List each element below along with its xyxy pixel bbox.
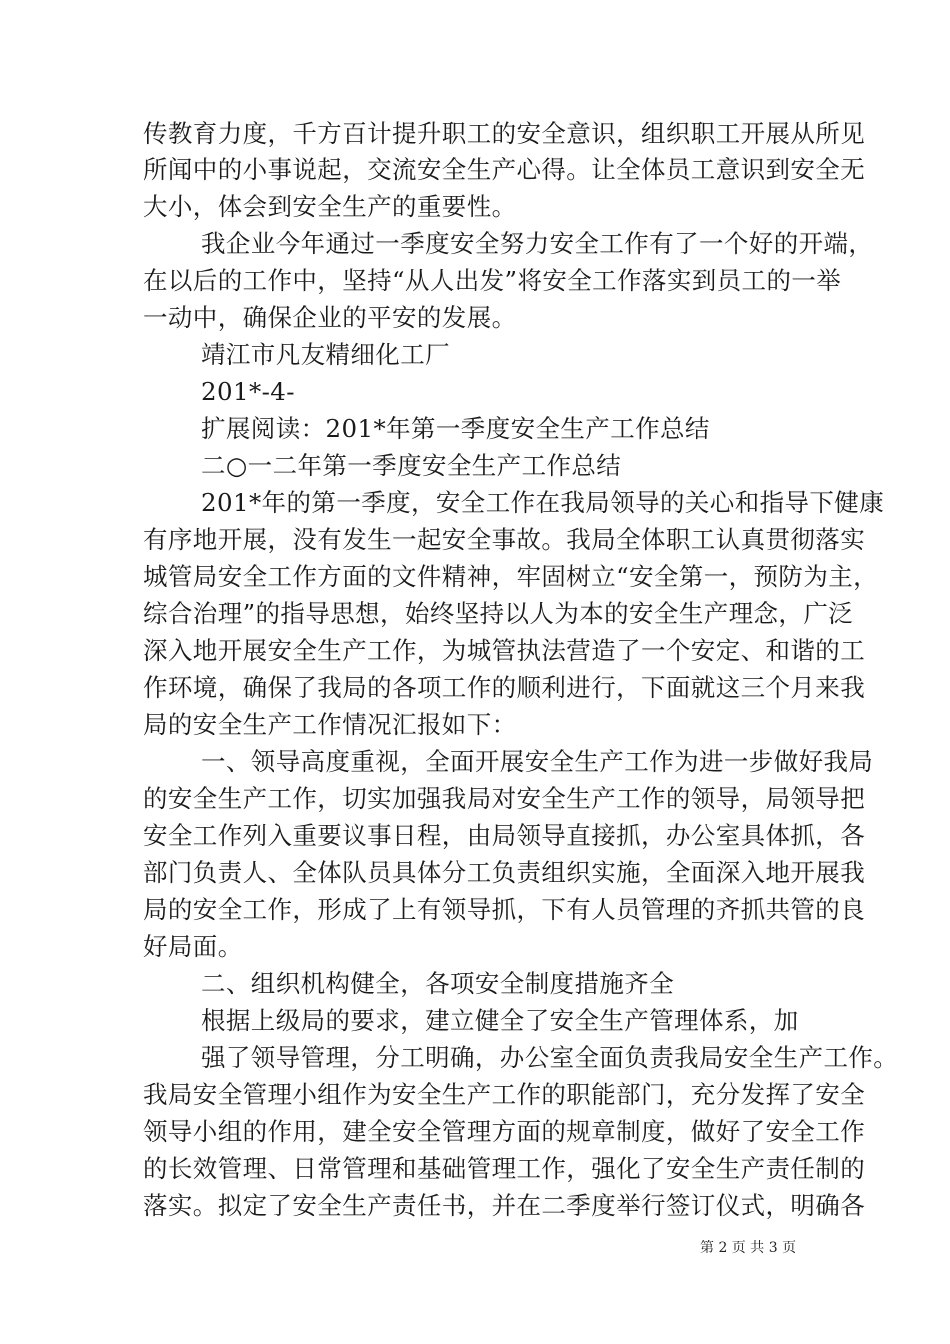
page-number-footer: 第 2 页 共 3 页 — [700, 1240, 797, 1256]
report-title: 二○一二年第一季度安全生产工作总结 — [201, 451, 622, 480]
signature-date: 201*-4- — [201, 377, 295, 406]
body-text-line: 综合治理”的指导思想，始终坚持以人为本的安全生产理念，广泛 — [143, 599, 854, 628]
body-text-line: 我企业今年通过一季度安全努力安全工作有了一个好的开端， — [201, 229, 874, 258]
body-text-line: 作环境，确保了我局的各项工作的顺利进行，下面就这三个月来我 — [143, 673, 866, 702]
body-text-line: 一动中，确保企业的平安的发展。 — [143, 303, 517, 332]
body-text-line: 局的安全工作，形成了上有领导抓，下有人员管理的齐抓共管的良 — [143, 895, 866, 924]
body-text-line: 的长效管理、日常管理和基础管理工作，强化了安全生产责任制的 — [143, 1154, 866, 1183]
body-text-line: 大小，体会到安全生产的重要性。 — [143, 192, 517, 221]
body-text-line: 城管局安全工作方面的文件精神，牢固树立“安全第一，预防为主， — [143, 562, 879, 591]
section-heading-2: 二、组织机构健全，各项安全制度措施齐全 — [201, 969, 675, 998]
body-text-line: 好局面。 — [143, 932, 243, 961]
body-text-line: 我局安全管理小组作为安全生产工作的职能部门，充分发挥了安全 — [143, 1080, 866, 1109]
body-text-line: 落实。拟定了安全生产责任书，并在二季度举行签订仪式，明确各 — [143, 1191, 866, 1220]
section-heading-1: 一、领导高度重视，全面开展安全生产工作为进一步做好我局 — [201, 747, 874, 776]
body-text-line: 领导小组的作用，建全安全管理方面的规章制度，做好了安全工作 — [143, 1117, 866, 1146]
body-text-line: 的安全生产工作，切实加强我局对安全生产工作的领导，局领导把 — [143, 784, 866, 813]
body-text-line: 201*年的第一季度，安全工作在我局领导的关心和指导下健康 — [201, 488, 885, 517]
body-text-line: 在以后的工作中，坚持“从人出发”将安全工作落实到员工的一举 — [143, 266, 842, 295]
body-text-line: 部门负责人、全体队员具体分工负责组织实施，全面深入地开展我 — [143, 858, 866, 887]
body-text-line: 根据上级局的要求，建立健全了安全生产管理体系，加 — [201, 1006, 799, 1035]
body-text-line: 有序地开展，没有发生一起安全事故。我局全体职工认真贯彻落实 — [143, 525, 866, 554]
signature-company: 靖江市凡友精细化工厂 — [201, 340, 450, 369]
body-text-line: 传教育力度，千方百计提升职工的安全意识，组织职工开展从所见 — [143, 119, 866, 148]
body-text-line: 强了领导管理，分工明确，办公室全面负责我局安全生产工作。 — [201, 1043, 899, 1072]
body-text-line: 所闻中的小事说起，交流安全生产心得。让全体员工意识到安全无 — [143, 155, 866, 184]
body-text-line: 局的安全生产工作情况汇报如下： — [143, 710, 517, 739]
body-text-line: 深入地开展安全生产工作，为城管执法营造了一个安定、和谐的工 — [143, 636, 866, 665]
body-text-line: 安全工作列入重要议事日程，由局领导直接抓，办公室具体抓，各 — [143, 821, 866, 850]
extended-reading-heading: 扩展阅读：201*年第一季度安全生产工作总结 — [201, 414, 710, 443]
